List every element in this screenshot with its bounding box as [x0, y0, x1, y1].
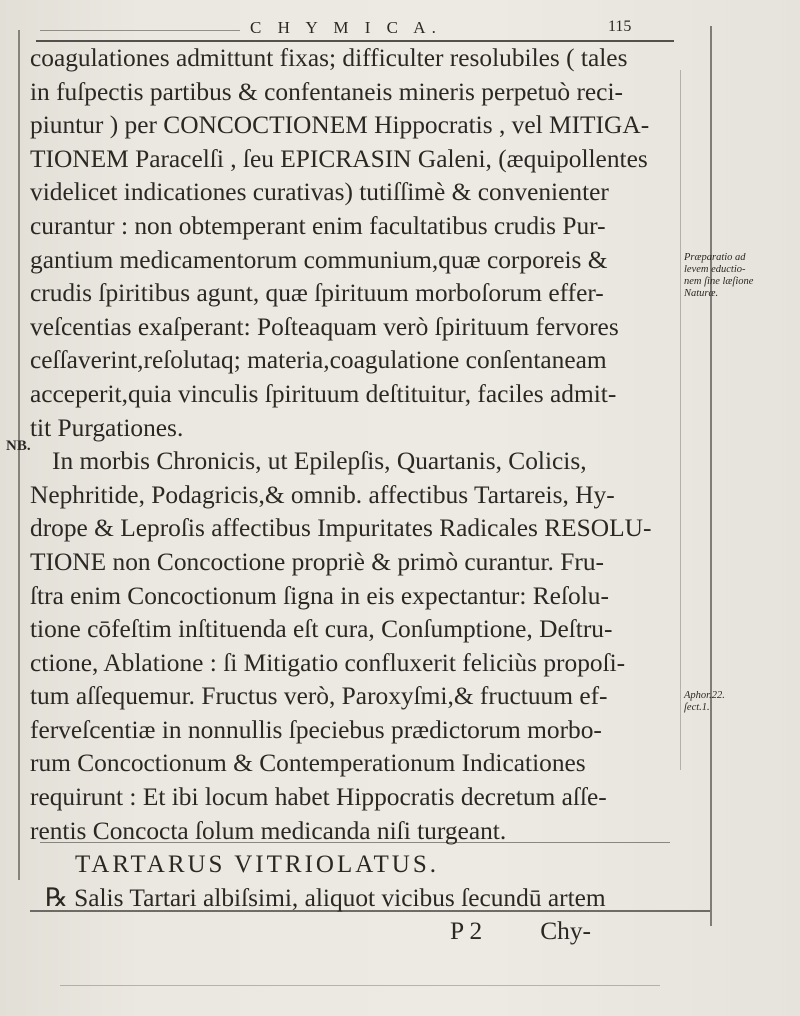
- page-header: [0, 18, 800, 42]
- text-line: rum Concoctionum & Contemperationum Indicationes: [30, 749, 586, 778]
- recipe-line: ℞ Salis Tartari albiſsimi, aliquot vicibus ſecundū artem: [45, 883, 606, 912]
- text-line: gantium medicamentorum communium,quæ corporeis &: [30, 245, 608, 274]
- margin-note-line: Præparatio ad: [684, 252, 746, 263]
- margin-note-aphorism: [684, 690, 725, 714]
- running-head: C H Y M I C A.: [250, 18, 442, 37]
- right-frame-line: [710, 26, 712, 926]
- margin-nota-bene: NB.: [6, 438, 31, 454]
- section-title: TARTARUS VITRIOLATUS.: [75, 851, 439, 879]
- text-line: TIONE non Concoctione propriè & primò curantur. Fru-: [30, 547, 604, 576]
- text-line: rentis Concocta ſolum medicanda niſi turgeant.: [30, 816, 507, 845]
- main-text-block: [30, 42, 680, 949]
- text-line: veſcentias exaſperant: Poſteaquam verò ſpirituum fervores: [30, 312, 619, 341]
- margin-note-line: ſect.1.: [684, 702, 710, 713]
- signature-line: [30, 915, 680, 949]
- margin-note-line: Aphor.22.: [684, 690, 725, 701]
- text-line: tum aſſequemur. Fructus verò, Paroxyſmi,& fructuum ef-: [30, 682, 608, 711]
- margin-note-preparation: [684, 252, 753, 300]
- text-line: in fuſpectis partibus & confentaneis mineris perpetuò reci-: [30, 77, 623, 106]
- text-line: In morbis Chronicis, ut Epilepſis, Quartanis, Colicis,: [52, 447, 587, 476]
- text-line: ceſſaverint,reſolutaq; materia,coagulatione conſentaneam: [30, 346, 607, 375]
- text-line: ſtra enim Concoctionum ſigna in eis expectantur: Reſolu-: [30, 581, 609, 610]
- text-line: curantur : non obtemperant enim facultatibus crudis Pur-: [30, 211, 606, 240]
- text-block-edge: [680, 70, 681, 770]
- text-line: coagulationes admittunt fixas; difficulter resolubiles ( tales: [30, 44, 628, 72]
- catchword: Chy-: [540, 917, 592, 946]
- text-line: ferveſcentiæ in nonnullis ſpeciebus prædictorum morbo-: [30, 715, 602, 744]
- text-line: requirunt : Et ibi locum habet Hippocratis decretum aſſe-: [30, 783, 607, 812]
- page-number: 115: [608, 18, 632, 35]
- text-line: tione cōfeſtim inſtituenda eſt cura, Conſumptione, Deſtru-: [30, 615, 613, 644]
- margin-note-line: Naturæ.: [684, 288, 719, 299]
- text-line: ctione, Ablatione : ſi Mitigatio confluxerit feliciùs propoſi-: [30, 648, 626, 677]
- text-line: TIONEM Paracelſi , ſeu EPICRASIN Galeni, (æquipollentes: [30, 144, 648, 173]
- printer-signature: P 2: [450, 917, 483, 946]
- text-line: tit Purgationes.: [30, 413, 184, 442]
- margin-note-line: levem eductio-: [684, 264, 746, 275]
- text-line: drope & Leproſis affectibus Impuritates Radicales RESOLU-: [30, 514, 652, 543]
- text-line: piuntur ) per CONCOCTIONEM Hippocratis , vel MITIGA-: [30, 111, 650, 140]
- text-line: Nephritide, Podagricis,& omnib. affectibus Tartareis, Hy-: [30, 480, 615, 509]
- text-line: videlicet indicationes curativas) tutiſſimè & convenienter: [30, 178, 609, 207]
- text-line: crudis ſpiritibus agunt, quæ ſpirituum morboſorum effer-: [30, 279, 604, 308]
- margin-note-line: nem ſine læſione: [684, 276, 754, 287]
- left-frame-line: [18, 30, 20, 880]
- text-line: acceperit,quia vinculis ſpirituum deſtituitur, faciles admit-: [30, 379, 617, 408]
- bottom-edge-shadow: [60, 985, 660, 986]
